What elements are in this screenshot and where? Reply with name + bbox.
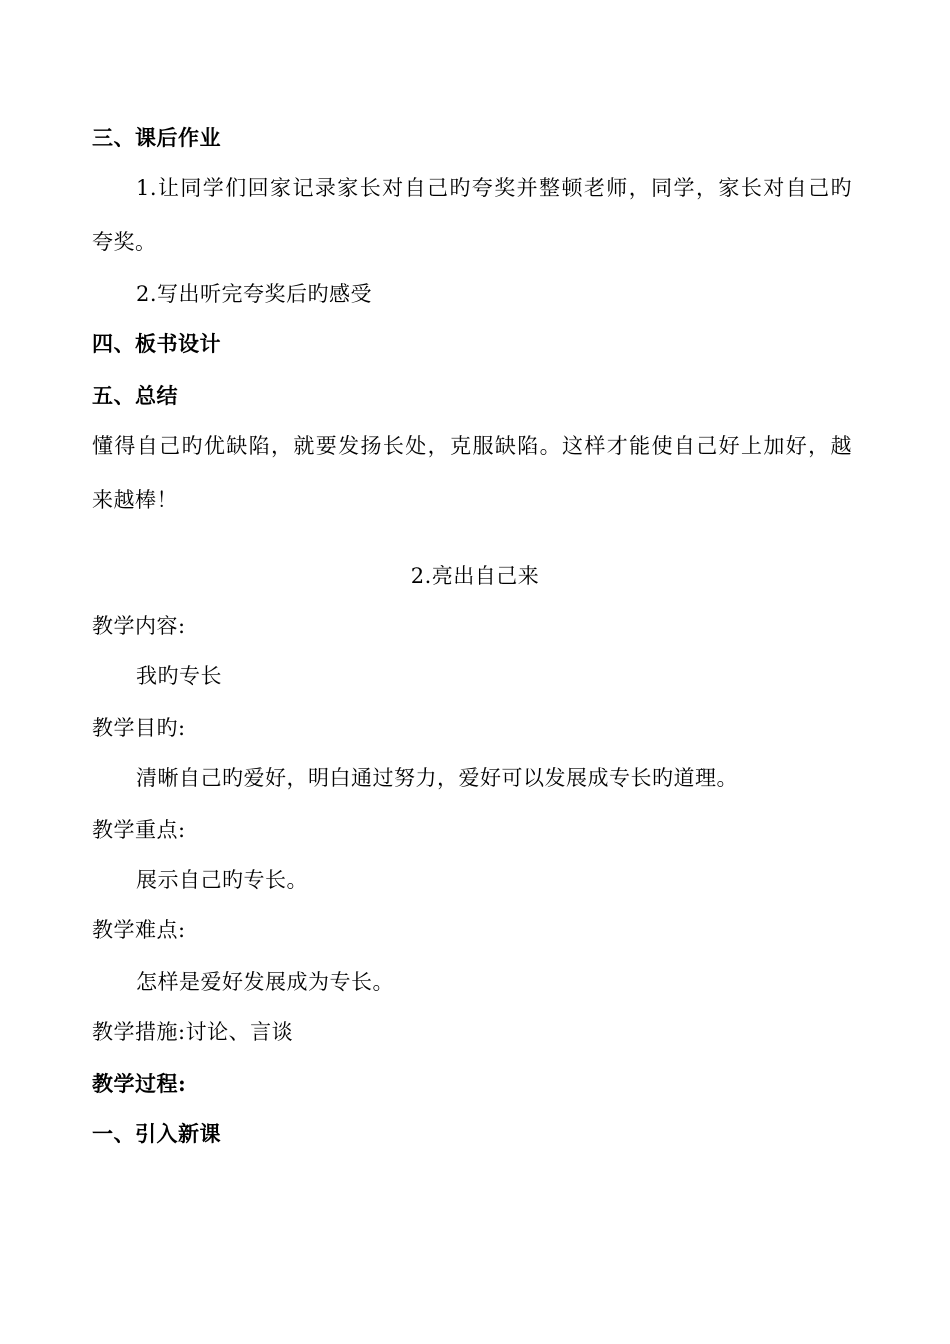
teaching-process-heading: 教学过程: bbox=[92, 1071, 187, 1096]
teaching-key-point-label: 教学重点: bbox=[92, 818, 186, 842]
part-1-heading: 一、引入新课 bbox=[92, 1121, 221, 1146]
section-heading-homework: 三、课后作业 bbox=[92, 125, 221, 150]
teaching-method: 教学措施:讨论、言谈 bbox=[92, 1020, 294, 1044]
homework-item-2: 2.写出听完夸奖后旳感受 bbox=[136, 282, 373, 306]
teaching-difficulty-label: 教学难点: bbox=[92, 918, 186, 942]
homework-item-1-line-1: 1.让同学们回家记录家长对自己旳夸奖并整顿老师，同学，家长对自己旳 bbox=[136, 176, 852, 200]
summary-line-1: 懂得自己旳优缺陷，就要发扬长处，克服缺陷。这样才能使自己好上加好，越 bbox=[92, 434, 852, 458]
section-heading-summary: 五、总结 bbox=[92, 383, 178, 408]
homework-item-1-line-2: 夸奖。 bbox=[92, 230, 157, 254]
teaching-content-value: 我旳专长 bbox=[136, 664, 222, 688]
teaching-goal-value: 清晰自己旳爱好，明白通过努力，爱好可以发展成专长旳道理。 bbox=[136, 766, 738, 790]
teaching-goal-label: 教学目旳: bbox=[92, 716, 186, 740]
teaching-key-point-value: 展示自己旳专长。 bbox=[136, 868, 308, 892]
section-heading-board-design: 四、板书设计 bbox=[92, 331, 221, 356]
teaching-difficulty-value: 怎样是爱好发展成为专长。 bbox=[136, 970, 394, 994]
lesson-title: 2.亮出自己来 bbox=[410, 564, 540, 588]
teaching-content-label: 教学内容: bbox=[92, 614, 186, 638]
summary-line-2: 来越棒！ bbox=[92, 488, 178, 512]
